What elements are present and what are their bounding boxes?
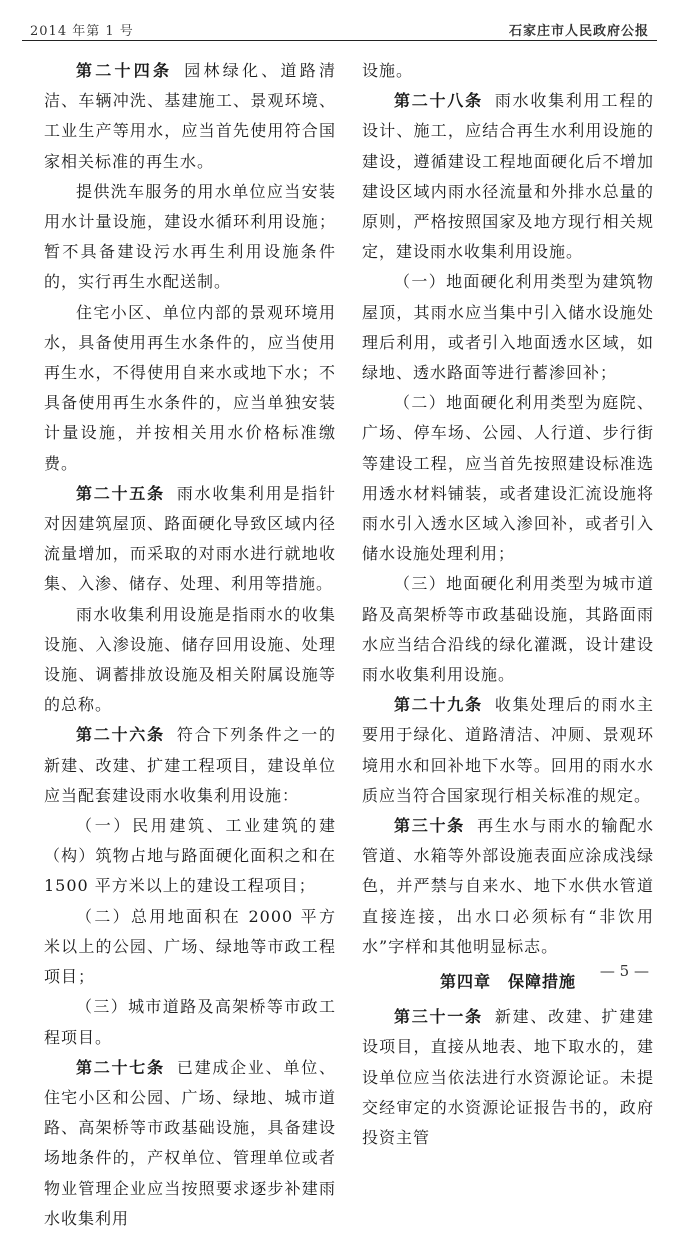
article-label: 第二十七条: [76, 1057, 165, 1077]
article-text: 收集处理后的雨水主要用于绿化、道路清洁、冲厕、景观环境用水和回补地下水等。回用的雨水水质应当符合国家现行相关标准的规定。: [362, 695, 654, 805]
article-text: 雨水收集利用工程的设计、施工，应结合再生水利用设施的建设，遵循建设工程地面硬化后不增加建设区域内雨水径流量和外排水总量的原则，严格按照国家及地方现行相关规定，建设雨水收集利用设施。: [362, 91, 654, 262]
list-item: （三）地面硬化利用类型为城市道路及高架桥等市政基础设施，其路面雨水应当结合沿线的绿化灌溉，设计建设雨水收集利用设施。: [362, 574, 654, 685]
article-30: [362, 811, 654, 962]
publication-title: 石家庄市人民政府公报: [508, 24, 649, 39]
article-29: [362, 690, 654, 811]
page-number: — 5 —: [599, 962, 649, 980]
article-text: 已建成企业、单位、住宅小区和公园、广场、绿地、城市道路、高架桥等市政基础设施，具备建设场地条件的，产权单位、管理单位或者物业管理企业应当按照要求逐步补建雨水收集利用: [44, 1057, 336, 1228]
article-label: 第二十九条: [394, 695, 483, 715]
article-text: 符合下列条件之一的新建、改建、扩建工程项目，建设单位应当配套建设雨水收集利用设施：: [44, 725, 336, 805]
paragraph-continuation: 设施。: [362, 61, 414, 80]
right-column: [362, 56, 654, 1153]
article-label: 第三十一条: [394, 1007, 483, 1027]
article-label: 第三十条: [394, 816, 466, 836]
article-text: 园林绿化、道路清洁、车辆冲洗、基建施工、景观环境、工业生产等用水，应当首先使用符合国家相关标准的再生水。: [44, 61, 336, 171]
article-28: [362, 86, 654, 267]
list-item: （二）总用地面积在 2000 平方米以上的公园、广场、绿地等市政工程项目；: [44, 906, 336, 987]
article-27: [44, 1053, 336, 1234]
article-label: 第二十六条: [76, 725, 165, 745]
issue-number: 2014 年第 1 号: [30, 24, 134, 39]
article-text: 雨水收集利用是指针对因建筑屋顶、路面硬化导致区域内径流量增加，而采取的对雨水进行就地收集、入渗、储存、处理、利用等措施。: [44, 483, 336, 594]
article-label: 第二十八条: [394, 91, 483, 111]
article-text: 新建、改建、扩建建设项目，直接从地表、地下取水的，建设单位应当依法进行水资源论证。未提交经审定的水资源论证报告书的，政府投资主管: [362, 1007, 654, 1147]
left-column: [44, 56, 336, 1234]
list-item: （三）城市道路及高架桥等市政工程项目。: [44, 997, 336, 1047]
article-31: [362, 1002, 654, 1153]
article-label: 第二十四条: [76, 61, 173, 80]
paragraph: 提供洗车服务的用水单位应当安装用水计量设施，建设水循环利用设施；暂不具备建设污水再生利用设施条件的，实行再生水配送制。: [44, 181, 336, 292]
list-item: （一）民用建筑、工业建筑的建（构）筑物占地与路面硬化面积之和在 1500 平方米以上的建设工程项目；: [44, 816, 336, 896]
article-24: [44, 56, 336, 177]
paragraph: 雨水收集利用设施是指雨水的收集设施、入渗设施、储存回用设施、处理设施、调蓄排放设施及相关附属设施等的总称。: [44, 604, 336, 715]
chapter-heading: 第四章 保障措施: [439, 972, 576, 992]
article-25: [44, 479, 336, 600]
running-header: [22, 18, 657, 41]
article-26: [44, 720, 336, 811]
list-item: （一）地面硬化利用类型为建筑物屋顶，其雨水应当集中引入储水设施处理后利用，或者引入地面透水区域，如绿地、透水路面等进行蓄渗回补；: [362, 272, 654, 383]
article-label: 第二十五条: [76, 483, 165, 503]
paragraph: 住宅小区、单位内部的景观环境用水，具备使用再生水条件的，应当使用再生水，不得使用自来水或地下水；不具备使用再生水条件的，应当单独安装计量设施，并按相关用水价格标准缴费。: [44, 302, 336, 473]
list-item: （二）地面硬化利用类型为庭院、广场、停车场、公园、人行道、步行街等建设工程，应当首先按照建设标准选用透水材料铺装，或者建设汇流设施将雨水引入透水区域入渗回补，或者引入储水设施处理利用；: [362, 393, 654, 564]
article-text: 再生水与雨水的输配水管道、水箱等外部设施表面应涂成浅绿色，并严禁与自来水、地下水供水管道直接连接，出水口必须标有“非饮用水”字样和其他明显标志。: [362, 816, 654, 956]
